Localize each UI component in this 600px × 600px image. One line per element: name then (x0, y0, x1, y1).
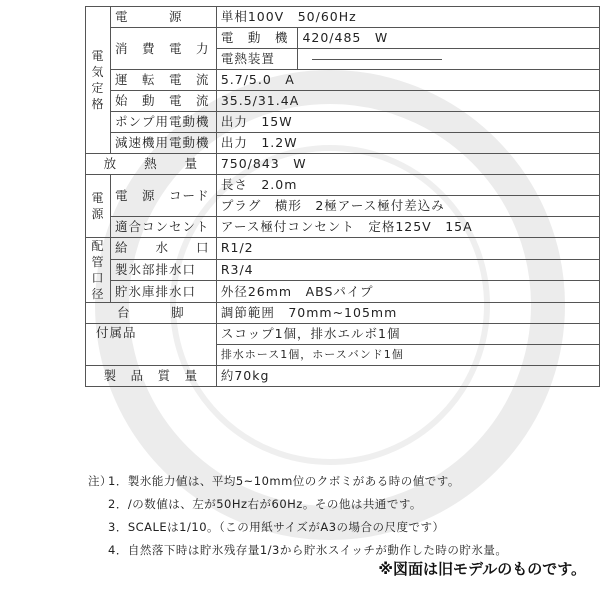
storage-drain-value: 外径26mm ABSパイプ (216, 281, 599, 303)
table-row (86, 324, 600, 345)
table-row (86, 366, 600, 387)
accessories-line1: スコップ1個，排水エルボ1個 (216, 324, 599, 345)
table-row (86, 238, 600, 260)
outlet-value: アース極付コンセント 定格125V 15A (216, 217, 599, 238)
power-label: 電 源 (111, 7, 217, 28)
consumption-label: 消 費 電 力 (111, 28, 217, 70)
heater-value (298, 49, 600, 70)
heater-label: 電熱装置 (216, 49, 298, 70)
water-supply-value: R1/2 (216, 238, 599, 260)
cord-length-value: 長さ 2.0m (216, 175, 599, 196)
ice-drain-label: 製氷部排水口 (111, 259, 217, 281)
weight-value: 約70kg (216, 366, 599, 387)
note-1: 1．製氷能力値は、平均5~10mm位のクボミがある時の値です。 (108, 474, 460, 488)
reduction-motor-value: 出力 1.2W (216, 133, 599, 154)
running-current-label: 運 転 電 流 (111, 70, 217, 91)
accessories-line2: 排水ホース1個，ホースバンド1個 (216, 345, 599, 366)
cord-label: 電 源 コード (111, 175, 217, 217)
motor-value: 420/485 W (298, 28, 600, 49)
table-row (86, 217, 600, 238)
table-row (86, 303, 600, 324)
water-supply-label: 給 水 口 (111, 238, 217, 260)
blank-line (312, 59, 442, 60)
table-row (86, 259, 600, 281)
accessories-label: 付属品 (86, 324, 217, 366)
pump-motor-value: 出力 15W (216, 112, 599, 133)
piping-category-label: 配管口径 (86, 238, 111, 303)
outlet-label: 適合コンセント (111, 217, 217, 238)
feet-value: 調節範囲 70mm~105mm (216, 303, 599, 324)
feet-label: 台 脚 (86, 303, 217, 324)
table-row (86, 28, 600, 49)
table-row (86, 112, 600, 133)
pump-motor-label: ポンプ用電動機 (111, 112, 217, 133)
cord-plug-value: プラグ 横形 2極アース極付差込み (216, 196, 599, 217)
note-line (88, 470, 507, 493)
note-3: 3．SCALEは1/10。（この用紙サイズがA3の場合の尺度です） (108, 520, 445, 534)
notes-section (88, 470, 507, 562)
running-current-value: 5.7/5.0 A (216, 70, 599, 91)
note-4: 4．自然落下時は貯氷残存量1/3から貯氷スイッチが動作した時の貯氷量。 (108, 543, 508, 557)
table-row (86, 175, 600, 196)
table-row (86, 133, 600, 154)
storage-drain-label: 貯氷庫排水口 (111, 281, 217, 303)
heat-label: 放 熱 量 (86, 154, 217, 175)
starting-current-label: 始 動 電 流 (111, 91, 217, 112)
power-value: 単相100V 50/60Hz (216, 7, 599, 28)
motor-label: 電 動 機 (216, 28, 298, 49)
weight-label: 製 品 質 量 (86, 366, 217, 387)
spec-table (85, 6, 600, 387)
table-row (86, 7, 600, 28)
note-line (88, 516, 507, 539)
table-row (86, 281, 600, 303)
starting-current-value: 35.5/31.4A (216, 91, 599, 112)
electrical-category-label: 電気定格 (86, 7, 111, 154)
note-line (88, 493, 507, 516)
table-row (86, 91, 600, 112)
heat-value: 750/843 W (216, 154, 599, 175)
notes-label: 注） (88, 474, 112, 488)
reduction-motor-label: 減速機用電動機 (111, 133, 217, 154)
note-2: 2．/の数値は、左が50Hz右が60Hz。その他は共通です。 (108, 497, 422, 511)
old-model-notice: ※図面は旧モデルのものです。 (378, 560, 586, 578)
table-row (86, 70, 600, 91)
power-source-category-label: 電源 (86, 175, 111, 238)
table-row (86, 154, 600, 175)
ice-drain-value: R3/4 (216, 259, 599, 281)
